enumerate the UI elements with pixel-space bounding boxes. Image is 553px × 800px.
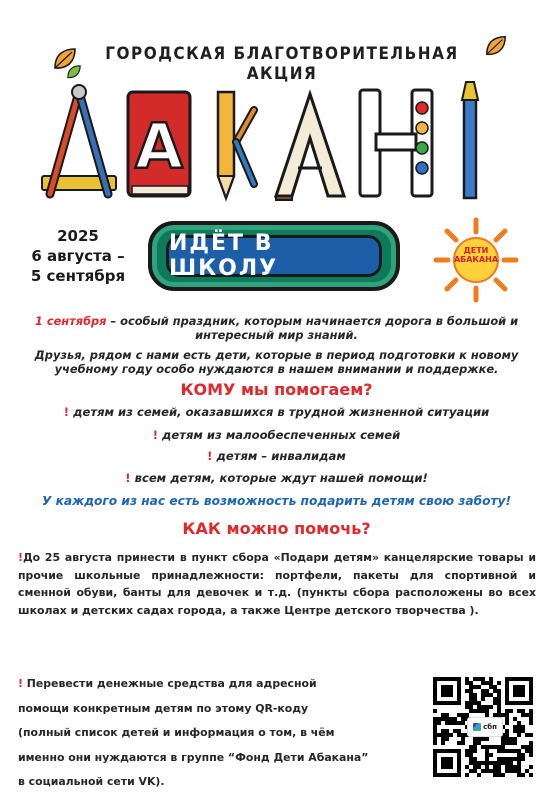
who-item-4: ! всем детям, которые ждут нашей помощи! [125, 471, 428, 485]
campaign-dates [18, 226, 138, 286]
pencil-art-icon [198, 86, 258, 202]
title-abakan [30, 76, 530, 206]
intro-date: 1 сентября [34, 314, 107, 328]
donation-qr-code[interactable] [433, 677, 533, 777]
banner-subtitle: ИДЁТ В ШКОЛУ [169, 231, 279, 281]
intro-line-2: интересный мир знаний. [195, 328, 358, 342]
leaf-right-icon [484, 34, 508, 58]
who-item-1: ! детям из семей, оказавшихся в трудной жизненной ситуации [63, 405, 490, 419]
sbp-logo-icon [473, 723, 481, 731]
money-line-3: (полный список детей и информация о том, в чём [18, 726, 335, 739]
dates-year: 2025 [57, 227, 99, 245]
money-paragraph [18, 672, 398, 795]
money-line-1: ! Перевести денежные средства для адресной [18, 677, 317, 690]
book-open-art-icon [268, 88, 352, 202]
deti-abakana-logo [432, 216, 520, 304]
intro-line-4: учебному году особо нуждаются в нашем внимании и поддержке. [54, 362, 499, 376]
money-line-2: помощи конкретным детям по этому QR-коду [18, 701, 309, 715]
intro-line-1: 1 сентября – особый праздник, которым начинается дорога в большой и [34, 314, 519, 328]
dates-to: 5 сентября [30, 267, 126, 285]
compass-art-icon [36, 82, 122, 202]
goes-to-school-banner [148, 221, 400, 291]
collection-paragraph: !До 25 августа принести в пункт сбора «Подари детям» канцелярские товары и прочие школьные принадлежности: портфели, пакеты для спортивной и сменной обуви, банты для девочек и т.д. (пункты сбора расположены во всех школах и детских садах города, а также Центре детского творчества ). [18, 551, 536, 617]
money-line-4: именно они нуждаются в группе “Фонд Дети Абакана” [18, 750, 369, 764]
book-art-icon [124, 88, 194, 202]
motto: У каждого из нас есть возможность подарить детям свою заботу! [41, 494, 512, 508]
sbp-badge: сбп [467, 717, 503, 737]
money-line-5: в социальной сети VK). [18, 775, 165, 788]
who-item-3: ! детям – инвалидам [207, 449, 346, 463]
campaign-title: ГОРОДСКАЯ БЛАГОТВОРИТЕЛЬНАЯ АКЦИЯ [105, 44, 459, 84]
logo-line2: АБАКАНА [453, 255, 499, 264]
svg-text:А: А [135, 110, 183, 183]
dates-from: 6 августа – [31, 247, 125, 265]
who-item-2: ! детям из малообеспеченных семей [152, 428, 401, 442]
who-heading: КОМУ мы помогаем? [180, 380, 373, 399]
logo-line1: ДЕТИ [463, 246, 489, 255]
how-heading: КАК можно помочь? [182, 519, 371, 538]
intro-line-3: Друзья, рядом с нами есть дети, которые в период подготовки к новому [34, 348, 519, 362]
